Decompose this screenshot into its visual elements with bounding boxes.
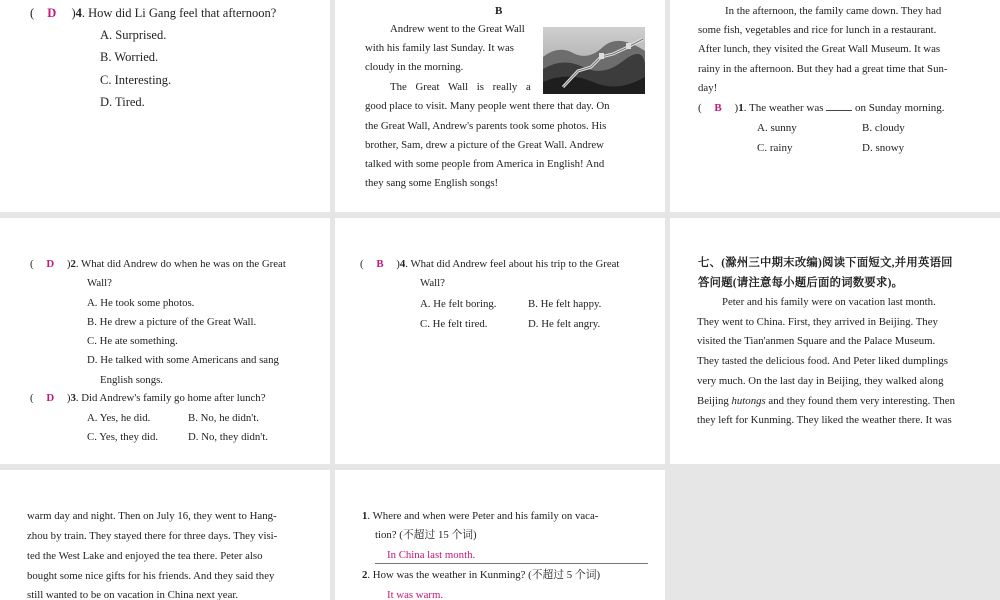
passage-line: some fish, vegetables and rice for lunch in a restaurant. (698, 24, 937, 36)
option-d: D. Tired. (100, 95, 145, 109)
option-a: A. He took some photos. (87, 297, 195, 309)
paren-left: ( (698, 102, 702, 114)
question-text-end: on Sunday morning. (855, 102, 945, 114)
passage-line: They tasted the delicious food. And Peter liked dumplings (697, 355, 948, 367)
answer-mark: D (47, 6, 57, 20)
passage-text: Beijing (697, 395, 732, 407)
question-4-text-cont: Wall? (420, 277, 445, 289)
paren-right: ) (71, 6, 76, 20)
question-2-text-cont: Wall? (87, 277, 112, 289)
passage-line: rainy in the afternoon. But they had a great time that Sun- (698, 63, 948, 75)
passage-line: visited the Tian'anmen Square and the Palace Museum. (697, 335, 936, 347)
passage-line: Peter and his family were on vacation last month. (722, 296, 936, 308)
question-text: . Did Andrew's family go home after lunch? (75, 392, 266, 404)
answer-mark: D (46, 392, 55, 404)
passage-text: and they found them very interesting. Then (765, 395, 956, 407)
question-1-cont: tion? (不超过 15 个词) (375, 529, 477, 541)
question-text: . What did Andrew do when he was on the Great (75, 258, 286, 270)
great-wall-photo (543, 27, 645, 94)
passage-line: good place to visit. Many people went there that day. On (365, 100, 610, 112)
option-a: A. sunny (757, 122, 797, 134)
passage-line: very much. On the last day in Beijing, they walked along (697, 375, 944, 387)
answer-2: It was warm. (387, 589, 444, 600)
option-a: A. Surprised. (100, 28, 167, 42)
panel-passage-b (335, 0, 665, 212)
option-d: D. He felt angry. (528, 318, 601, 330)
panel-questions-2-3 (0, 218, 330, 464)
passage-line: bought some nice gifts for his friends. And they said they (27, 570, 275, 582)
italic-word: hutongs (731, 395, 766, 407)
option-d-cont: English songs. (100, 374, 163, 386)
question-1 (362, 507, 598, 527)
panel-question-4-li-gang (0, 0, 330, 212)
panel-passage-b-continued (670, 0, 1000, 212)
panel-short-answer-questions (335, 470, 665, 600)
paren-right: ) (66, 392, 71, 404)
panel-question-4-andrew (335, 218, 665, 464)
answer-line-1 (375, 563, 648, 564)
passage-line: warm day and night. Then on July 16, they went to Hang- (27, 510, 277, 522)
question-text: . How did Li Gang feel that afternoon? (81, 6, 277, 20)
passage-line: They went to China. First, they arrived in Beijing. They (697, 316, 938, 328)
question-2 (362, 566, 600, 586)
option-d: D. No, they didn't. (188, 431, 268, 443)
option-b: B. Worried. (100, 50, 159, 64)
passage-line: they left for Kunming. They liked the weather there. It was (697, 414, 952, 426)
question-text: . How was the weather in Kunming? (不超过 5 个词) (367, 569, 601, 581)
question-number: 1 (738, 102, 744, 114)
passage-line: In the afternoon, the family came down. They had (725, 5, 942, 17)
answer-mark: B (376, 258, 384, 270)
answer-mark: B (714, 102, 722, 114)
passage-line (697, 392, 982, 412)
passage-line: still wanted to be on vacation in China next year. (27, 589, 239, 600)
option-c: C. rainy (757, 142, 793, 154)
passage-line: After lunch, they visited the Great Wall Museum. It was (698, 43, 941, 55)
option-d: D. He talked with some Americans and sang (87, 354, 279, 366)
paren-left: ( (360, 258, 364, 270)
question-number: 4 (399, 258, 406, 270)
option-c: C. Interesting. (100, 73, 172, 87)
passage-heading: B (495, 5, 503, 17)
answer-mark: D (46, 258, 55, 270)
passage-line: they sang some English songs! (365, 177, 499, 189)
option-d: D. snowy (862, 142, 905, 154)
question-number: 3 (70, 392, 76, 404)
question-text: . Where and when were Peter and his family on vaca- (367, 510, 599, 522)
passage-line: day! (698, 82, 718, 94)
paren-right: ) (66, 258, 71, 270)
paren-left: ( (30, 258, 34, 270)
panel-section-7-passage-continued (0, 470, 330, 600)
passage-line: with his family last Sunday. It was (365, 42, 514, 54)
option-a: A. He felt boring. (420, 298, 497, 310)
option-b: B. No, he didn't. (188, 412, 259, 424)
option-b: B. cloudy (862, 122, 905, 134)
passage-line: zhou by train. They stayed there for three days. They visi- (27, 530, 278, 542)
question-1 (698, 99, 945, 119)
section-title-cont: 答问题(请注意每小题后面的词数要求)。 (698, 277, 904, 289)
paren-right: ) (734, 102, 739, 114)
question-2 (30, 255, 286, 275)
paren-left: ( (30, 6, 35, 20)
panel-section-7-passage (670, 218, 1000, 464)
question-4 (360, 255, 619, 275)
question-number: 4 (75, 6, 82, 20)
passage-line: Andrew went to the Great Wall (390, 23, 525, 35)
question-number: 1 (362, 510, 368, 522)
passage-line: ted the West Lake and enjoyed the tea there. Peter also (27, 550, 263, 562)
passage-line: brother, Sam, drew a picture of the Great Wall. Andrew (365, 139, 604, 151)
question-number: 2 (70, 258, 76, 270)
option-b: B. He drew a picture of the Great Wall. (87, 316, 257, 328)
question-text: . What did Andrew feel about his trip to the Great (405, 258, 620, 270)
paren-left: ( (30, 392, 34, 404)
option-c: C. He felt tired. (420, 318, 488, 330)
passage-line: The Great Wall is really a (390, 81, 531, 93)
answer-1: In China last month. (387, 549, 476, 561)
option-c: C. He ate something. (87, 335, 178, 347)
question-number: 2 (362, 569, 368, 581)
option-a: A. Yes, he did. (87, 412, 151, 424)
question-3 (30, 389, 266, 409)
section-title: 七、(滁州三中期末改编)阅读下面短文,并用英语回 (698, 257, 953, 269)
question-text: . The weather was (743, 102, 824, 114)
option-c: C. Yes, they did. (87, 431, 159, 443)
passage-line: talked with some people from America in English! And (365, 158, 605, 170)
passage-line: cloudy in the morning. (365, 61, 464, 73)
passage-line: the Great Wall, Andrew's parents took some photos. His (365, 120, 607, 132)
option-b: B. He felt happy. (528, 298, 602, 310)
answer-blank (826, 100, 852, 111)
paren-right: ) (396, 258, 400, 270)
question-4 (30, 4, 276, 24)
